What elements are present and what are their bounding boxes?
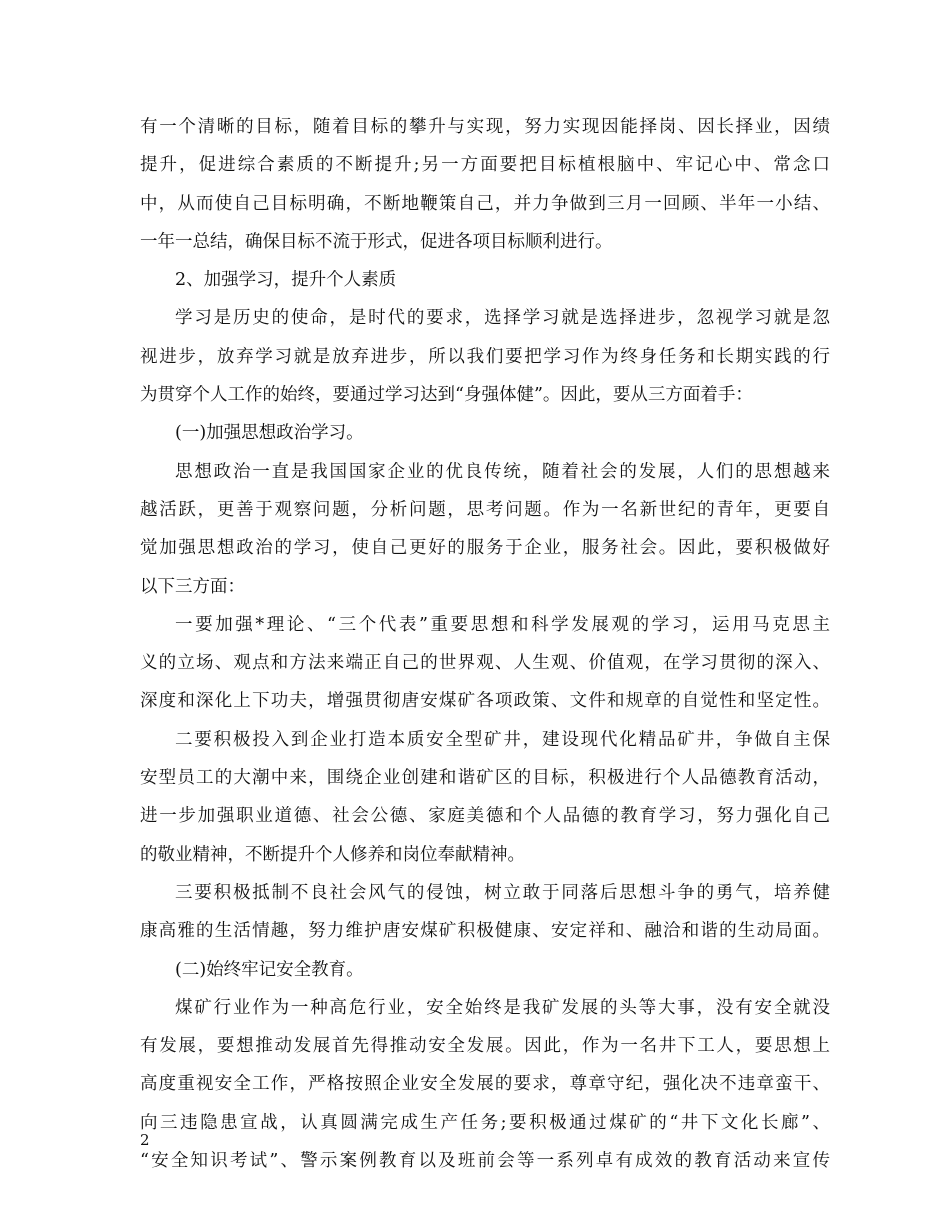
text-line: 一年一总结，确保目标不流于形式，促进各项目标顺利进行。 — [140, 231, 613, 252]
text-line: 深度和深化上下功夫，增强贯彻唐安煤矿各项政策、文件和规章的自觉性和坚定性。 — [140, 691, 830, 712]
text-line: (一)加强思想政治学习。 — [175, 423, 364, 444]
text-line: 越活跃，更善于观察问题，分析问题，思考问题。作为一名新世纪的青年，更要自 — [140, 499, 830, 520]
text-line: 有一个清晰的目标，随着目标的攀升与实现，努力实现因能择岗、因长择业，因绩 — [140, 117, 830, 137]
text-line: 高度重视安全工作，严格按照企业安全发展的要求，尊章守纪，强化决不违章蛮干、 — [140, 1074, 830, 1095]
text-line: 2、加强学习，提升个人素质 — [175, 270, 397, 291]
text-line: 有发展，要想推动发展首先得推动安全发展。因此，作为一名井下工人，要思想上 — [140, 1036, 830, 1057]
text-line: 煤矿行业作为一种高危行业，安全始终是我矿发展的头等大事，没有安全就没 — [175, 997, 830, 1018]
text-line: 中，从而使自己目标明确，不断地鞭策自己，并力争做到三月一回顾、半年一小结、 — [140, 193, 830, 214]
text-line: 进一步加强职业道德、社会公德、家庭美德和个人品德的教育学习，努力强化自己 — [140, 806, 830, 827]
text-line: (二)始终牢记安全教育。 — [175, 959, 364, 980]
text-line: 三要积极抵制不良社会风气的侵蚀，树立敢于同落后思想斗争的勇气，培养健 — [175, 882, 830, 903]
text-line: 觉加强思想政治的学习，使自己更好的服务于企业，服务社会。因此，要积极做好 — [140, 538, 830, 559]
text-line: 向三违隐患宣战，认真圆满完成生产任务;要积极通过煤矿的“井下文化长廊”、 — [140, 1112, 830, 1133]
text-line: 以下三方面： — [140, 576, 245, 597]
text-line: 学习是历史的使命，是时代的要求，选择学习就是选择进步，忽视学习就是忽 — [175, 308, 830, 329]
body-text — [140, 108, 830, 1180]
text-line: 义的立场、观点和方法来端正自己的世界观、人生观、价值观，在学习贯彻的深入、 — [140, 653, 830, 674]
text-line: 二要积极投入到企业打造本质安全型矿井，建设现代化精品矿井，争做自主保 — [175, 729, 830, 750]
text-line: 安型员工的大潮中来，围绕企业创建和谐矿区的目标，积极进行个人品德教育活动， — [140, 768, 830, 789]
text-line: 思想政治一直是我国国家企业的优良传统，随着社会的发展，人们的思想越来 — [175, 461, 830, 482]
text-line: “安全知识考试”、警示案例教育以及班前会等一系列卓有成效的教育活动来宣传 — [140, 1151, 830, 1172]
text-line: 为贯穿个人工作的始终，要通过学习达到“身强体健”。因此，要从三方面着手： — [140, 385, 753, 406]
text-line: 一要加强*理论、“三个代表”重要思想和科学发展观的学习，运用马克思主 — [175, 614, 830, 635]
text-line: 提升，促进综合素质的不断提升;另一方面要把目标植根脑中、牢记心中、常念口 — [140, 155, 830, 176]
text-line: 的敬业精神，不断提升个人修养和岗位奉献精神。 — [140, 844, 525, 865]
text-line: 康高雅的生活情趣，努力维护唐安煤矿积极健康、安定祥和、融洽和谐的生动局面。 — [140, 921, 830, 942]
text-line: 视进步，放弃学习就是放弃进步，所以我们要把学习作为终身任务和长期实践的行 — [140, 346, 830, 367]
page-number: 2 — [140, 1131, 150, 1149]
